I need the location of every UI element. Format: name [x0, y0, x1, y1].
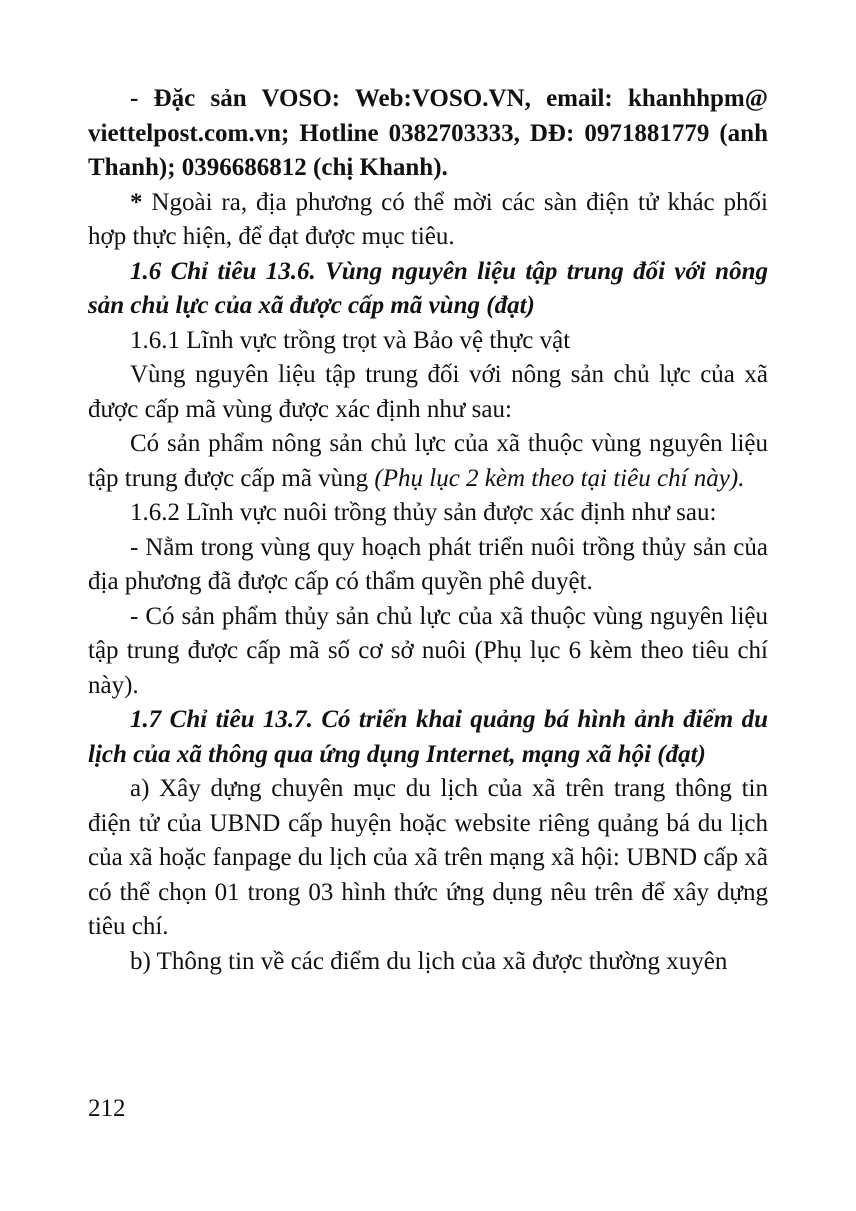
voso-contact-paragraph: - Đặc sản VOSO: Web:VOSO.VN, email: khanhhpm@ viettelpost.com.vn; Hotline 0382703333, DĐ: 0971881779 (anh Thanh); 0396686812 (chị Khanh). [88, 85, 768, 181]
section-heading-1-6: 1.6 Chỉ tiêu 13.6. Vùng nguyên liệu tập trung đối với nông sản chủ lực của xã được cấp mã vùng (đạt) [88, 257, 768, 319]
document-body [88, 82, 768, 979]
page-number: 212 [88, 1095, 126, 1122]
aquatic-product-paragraph: - Có sản phẩm thủy sản chủ lực của xã thuộc vùng nguyên liệu tập trung được cấp mã số cơ sở nuôi (Phụ lục 6 kèm theo tiêu chí này). [88, 602, 768, 699]
item-a-paragraph: a) Xây dựng chuyên mục du lịch của xã trên trang thông tin điện tử của UBND cấp huyện hoặc website riêng quảng bá du lịch của xã hoặc fanpage du lịch của xã trên mạng xã hội: UBND cấp xã có thể chọn 01 trong 03 hình thức ứng dụng nêu trên để xây dựng tiêu chí. [88, 775, 768, 940]
product-text: Có sản phẩm nông sản chủ lực của xã thuộc vùng nguyên liệu tập trung được cấp mã vùng [88, 430, 768, 492]
other-platforms-paragraph [88, 186, 768, 255]
asterisk-marker: * [130, 188, 143, 216]
subsection-1-6-1: 1.6.1 Lĩnh vực trồng trọt và Bảo vệ thực vật [130, 326, 571, 354]
other-platforms-text: Ngoài ra, địa phương có thể mời các sàn điện tử khác phối hợp thực hiện, để đạt được mục tiêu. [88, 188, 768, 250]
subsection-1-6-2: 1.6.2 Lĩnh vực nuôi trồng thủy sản được xác định như sau: [130, 499, 717, 526]
raw-material-paragraph: Vùng nguyên liệu tập trung đối với nông sản chủ lực của xã được cấp mã vùng được xác định như sau: [88, 361, 768, 423]
planning-paragraph: - Nằm trong vùng quy hoạch phát triển nuôi trồng thủy sản của địa phương đã được cấp có thẩm quyền phê duyệt. [88, 533, 768, 595]
product-paragraph [88, 427, 768, 496]
section-heading-1-7: 1.7 Chỉ tiêu 13.7. Có triển khai quảng bá hình ảnh điểm du lịch của xã thông qua ứng dụng Internet, mạng xã hội (đạt) [88, 706, 768, 768]
appendix-reference: (Phụ lục 2 kèm theo tại tiêu chí này). [374, 464, 745, 492]
item-b-paragraph: b) Thông tin về các điểm du lịch của xã được thường xuyên [130, 947, 728, 975]
